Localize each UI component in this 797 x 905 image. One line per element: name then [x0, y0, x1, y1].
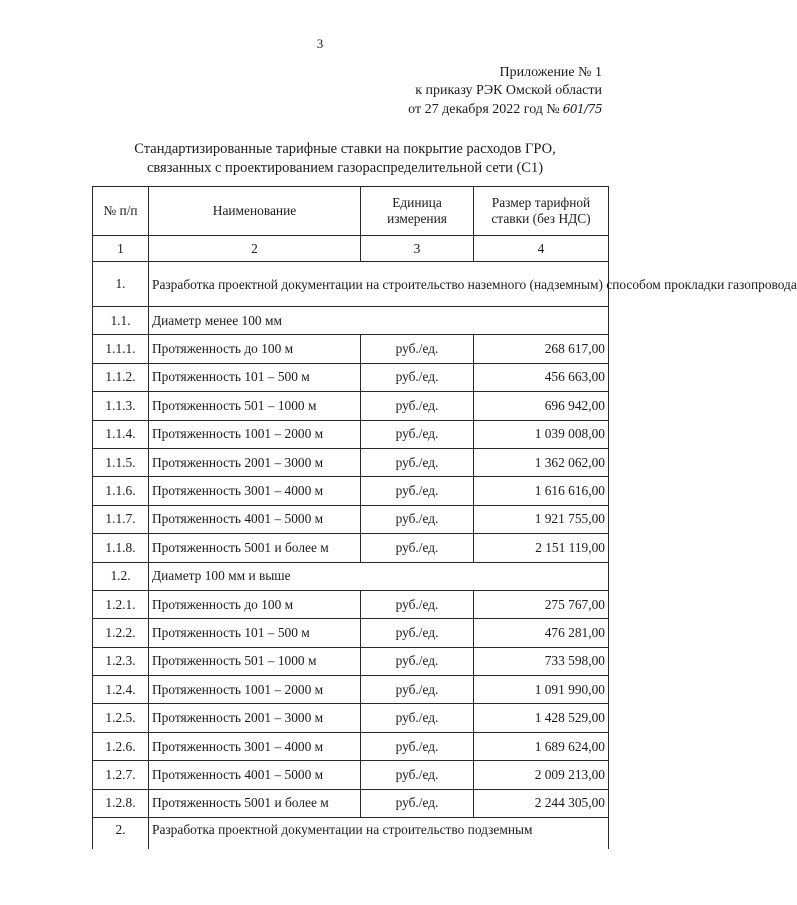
row-rate-value: 1 091 990,00 — [474, 676, 609, 704]
row-name: Протяженность 101 – 500 м — [149, 363, 361, 391]
section-label: Разработка проектной документации на строительство подземным — [149, 818, 609, 850]
row-rate-value: 696 942,00 — [474, 392, 609, 420]
table-row — [93, 647, 609, 675]
row-number: 1.2.1. — [93, 590, 149, 618]
section-number: 2. — [93, 818, 149, 850]
row-name: Протяженность до 100 м — [149, 335, 361, 363]
section-row — [93, 818, 609, 850]
row-unit: руб./ед. — [361, 448, 474, 476]
group-row — [93, 562, 609, 590]
table-row — [93, 619, 609, 647]
row-rate-value: 476 281,00 — [474, 619, 609, 647]
group-number: 1.2. — [93, 562, 149, 590]
row-name: Протяженность 1001 – 2000 м — [149, 420, 361, 448]
row-number: 1.2.5. — [93, 704, 149, 732]
table-row — [93, 789, 609, 817]
row-rate-value: 1 616 616,00 — [474, 477, 609, 505]
table-row — [93, 363, 609, 391]
row-rate-value: 2 244 305,00 — [474, 789, 609, 817]
group-label: Диаметр менее 100 мм — [149, 307, 609, 335]
row-rate-value: 1 039 008,00 — [474, 420, 609, 448]
table-row — [93, 335, 609, 363]
table-row — [93, 704, 609, 732]
row-unit: руб./ед. — [361, 335, 474, 363]
column-numbers-row — [93, 236, 609, 262]
row-unit: руб./ед. — [361, 704, 474, 732]
table-row — [93, 761, 609, 789]
row-unit: руб./ед. — [361, 676, 474, 704]
header-cell-number: № п/п — [93, 187, 149, 236]
column-number: 2 — [149, 236, 361, 262]
appendix-line-1: Приложение № 1 — [499, 65, 602, 80]
table-row — [93, 590, 609, 618]
table-row — [93, 676, 609, 704]
row-rate-value: 268 617,00 — [474, 335, 609, 363]
row-number: 1.2.6. — [93, 732, 149, 760]
row-rate-value: 1 921 755,00 — [474, 505, 609, 533]
row-name: Протяженность 2001 – 3000 м — [149, 704, 361, 732]
row-unit: руб./ед. — [361, 534, 474, 562]
page-number: 3 — [316, 36, 324, 51]
table-row — [93, 477, 609, 505]
appendix-order-date: от 27 декабря 2022 год № — [408, 102, 560, 117]
row-number: 1.1.4. — [93, 420, 149, 448]
row-number: 1.1.3. — [93, 392, 149, 420]
row-name: Протяженность 3001 – 4000 м — [149, 477, 361, 505]
row-unit: руб./ед. — [361, 363, 474, 391]
row-name: Протяженность 501 – 1000 м — [149, 647, 361, 675]
row-name: Протяженность 1001 – 2000 м — [149, 676, 361, 704]
header-cell-rate: Размер тарифной ставки (без НДС) — [474, 187, 609, 236]
row-name: Протяженность 5001 и более м — [149, 534, 361, 562]
group-row — [93, 307, 609, 335]
header-cell-unit: Единица измерения — [361, 187, 474, 236]
row-unit: руб./ед. — [361, 619, 474, 647]
document-title — [60, 140, 630, 178]
table-row — [93, 420, 609, 448]
row-name: Протяженность 4001 – 5000 м — [149, 761, 361, 789]
row-number: 1.1.8. — [93, 534, 149, 562]
row-number: 1.1.5. — [93, 448, 149, 476]
row-unit: руб./ед. — [361, 732, 474, 760]
table-row — [93, 448, 609, 476]
row-number: 1.2.2. — [93, 619, 149, 647]
column-number: 3 — [361, 236, 474, 262]
title-line-1: Стандартизированные тарифные ставки на покрытие расходов ГРО, — [134, 141, 556, 157]
row-unit: руб./ед. — [361, 590, 474, 618]
group-number: 1.1. — [93, 307, 149, 335]
row-number: 1.2.8. — [93, 789, 149, 817]
row-rate-value: 2 009 213,00 — [474, 761, 609, 789]
group-label: Диаметр 100 мм и выше — [149, 562, 609, 590]
row-name: Протяженность 501 – 1000 м — [149, 392, 361, 420]
row-unit: руб./ед. — [361, 477, 474, 505]
section-number: 1. — [93, 262, 149, 307]
appendix-line-3 — [408, 100, 602, 119]
title-line-2: связанных с проектированием газораспределительной сети (С1) — [146, 160, 544, 176]
table-row — [93, 534, 609, 562]
row-number: 1.2.7. — [93, 761, 149, 789]
row-rate-value: 1 428 529,00 — [474, 704, 609, 732]
header-cell-name: Наименование — [149, 187, 361, 236]
row-number: 1.1.2. — [93, 363, 149, 391]
row-name: Протяженность 101 – 500 м — [149, 619, 361, 647]
column-number: 1 — [93, 236, 149, 262]
row-rate-value: 733 598,00 — [474, 647, 609, 675]
handwritten-order-number: 601/75 — [562, 102, 602, 116]
row-unit: руб./ед. — [361, 505, 474, 533]
table-row — [93, 732, 609, 760]
row-number: 1.2.3. — [93, 647, 149, 675]
table-header-row — [93, 187, 609, 236]
appendix-block — [408, 64, 602, 119]
row-name: Протяженность 2001 – 3000 м — [149, 448, 361, 476]
row-number: 1.1.1. — [93, 335, 149, 363]
row-rate-value: 275 767,00 — [474, 590, 609, 618]
column-number: 4 — [474, 236, 609, 262]
table-row — [93, 505, 609, 533]
row-unit: руб./ед. — [361, 789, 474, 817]
row-rate-value: 2 151 119,00 — [474, 534, 609, 562]
section-label: Разработка проектной документации на строительство наземного (надземным) способом прокладки газопровода — [149, 262, 609, 307]
row-name: Протяженность 4001 – 5000 м — [149, 505, 361, 533]
row-unit: руб./ед. — [361, 761, 474, 789]
row-rate-value: 1 362 062,00 — [474, 448, 609, 476]
row-number: 1.1.6. — [93, 477, 149, 505]
table-row — [93, 392, 609, 420]
row-number: 1.1.7. — [93, 505, 149, 533]
row-number: 1.2.4. — [93, 676, 149, 704]
section-row — [93, 262, 609, 307]
row-rate-value: 1 689 624,00 — [474, 732, 609, 760]
row-name: Протяженность 3001 – 4000 м — [149, 732, 361, 760]
row-name: Протяженность 5001 и более м — [149, 789, 361, 817]
row-unit: руб./ед. — [361, 420, 474, 448]
row-rate-value: 456 663,00 — [474, 363, 609, 391]
row-unit: руб./ед. — [361, 647, 474, 675]
row-name: Протяженность до 100 м — [149, 590, 361, 618]
tariff-rates-table — [92, 186, 797, 849]
appendix-line-2: к приказу РЭК Омской области — [415, 83, 602, 98]
row-unit: руб./ед. — [361, 392, 474, 420]
